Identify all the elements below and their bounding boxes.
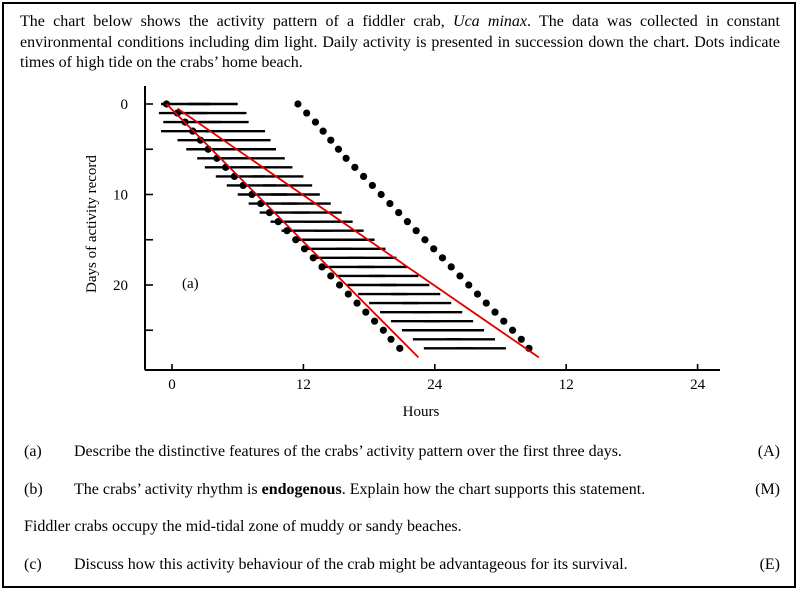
- high-tide-dot: [369, 182, 376, 189]
- high-tide-dot: [343, 155, 350, 162]
- high-tide-dot: [413, 227, 420, 234]
- high-tide-dot: [327, 272, 334, 279]
- question-a-label: (a): [24, 443, 42, 460]
- y-tick-label: 0: [120, 97, 128, 113]
- x-tick-label: 24: [427, 377, 443, 393]
- trend-line: [177, 109, 538, 358]
- high-tide-dot: [386, 200, 393, 207]
- y-tick-label: 10: [113, 187, 128, 204]
- high-tide-dot: [421, 236, 428, 243]
- high-tide-dot: [500, 318, 507, 325]
- high-tide-dot: [509, 327, 516, 334]
- high-tide-dot: [448, 263, 455, 270]
- high-tide-dot: [483, 300, 490, 307]
- question-b-bold: endogenous: [261, 481, 342, 498]
- question-b-label: (b): [24, 481, 43, 498]
- high-tide-dot: [387, 336, 394, 343]
- high-tide-dot: [351, 164, 358, 171]
- question-c-code: (E): [759, 556, 780, 573]
- high-tide-dot: [327, 137, 334, 144]
- high-tide-dot: [362, 309, 369, 316]
- high-tide-dot: [303, 109, 310, 116]
- high-tide-dot: [335, 146, 342, 153]
- high-tide-dot: [430, 245, 437, 252]
- high-tide-dot: [380, 327, 387, 334]
- x-tick-label: 24: [690, 377, 706, 393]
- high-tide-dot: [318, 263, 325, 270]
- question-a-text: Describe the distinctive features of the crabs’ activity pattern over the first three days.: [74, 443, 622, 460]
- high-tide-dot: [396, 345, 403, 352]
- high-tide-dot: [395, 209, 402, 216]
- y-tick-label: 20: [113, 278, 128, 294]
- habitat-statement: Fiddler crabs occupy the mid-tidal zone of muddy or sandy beaches.: [24, 518, 462, 535]
- high-tide-dot: [474, 290, 481, 297]
- high-tide-dot: [294, 100, 301, 107]
- panel-label: (a): [182, 276, 199, 292]
- chart-axes: [145, 86, 720, 370]
- high-tide-dot: [378, 191, 385, 198]
- high-tide-dot: [491, 309, 498, 316]
- question-b-text-2: . Explain how the chart supports this statement.: [341, 481, 646, 498]
- high-tide-dot: [360, 173, 367, 180]
- x-tick-label: 12: [295, 377, 311, 393]
- high-tide-dot: [465, 281, 472, 288]
- high-tide-dot: [345, 290, 352, 297]
- x-tick-label: 0: [168, 377, 176, 393]
- question-c-label: (c): [24, 556, 42, 573]
- intro-text-1: The chart below shows the activity pattern of a fiddler crab,: [20, 13, 454, 30]
- question-b-code: (M): [755, 481, 780, 498]
- high-tide-dot: [320, 128, 327, 135]
- question-a-code: (A): [757, 443, 780, 460]
- high-tide-dot: [371, 318, 378, 325]
- species-name: Uca minax: [453, 13, 527, 30]
- x-tick-label: 12: [558, 377, 574, 393]
- high-tide-dot: [312, 119, 319, 126]
- high-tide-dot: [404, 218, 411, 225]
- y-axis-label: Days of activity record: [84, 155, 100, 293]
- high-tide-dot: [518, 336, 525, 343]
- high-tide-dot: [439, 254, 446, 261]
- x-axis-label: Hours: [402, 404, 440, 420]
- high-tide-dot: [456, 272, 463, 279]
- intro-text-2: . The data was collected in constant environmental conditions including dim light. Daily activity is presented in succession down the chart. Dots indicate times of high tide on the crabs’ home beach.: [20, 13, 780, 71]
- question-b-text-1: The crabs’ activity rhythm is: [74, 481, 262, 498]
- high-tide-dot: [353, 300, 360, 307]
- trend-line: [167, 104, 419, 357]
- question-b-text: [74, 480, 645, 500]
- question-c-text: Discuss how this activity behaviour of the crab might be advantageous for its survival.: [74, 556, 628, 573]
- high-tide-dot: [336, 281, 343, 288]
